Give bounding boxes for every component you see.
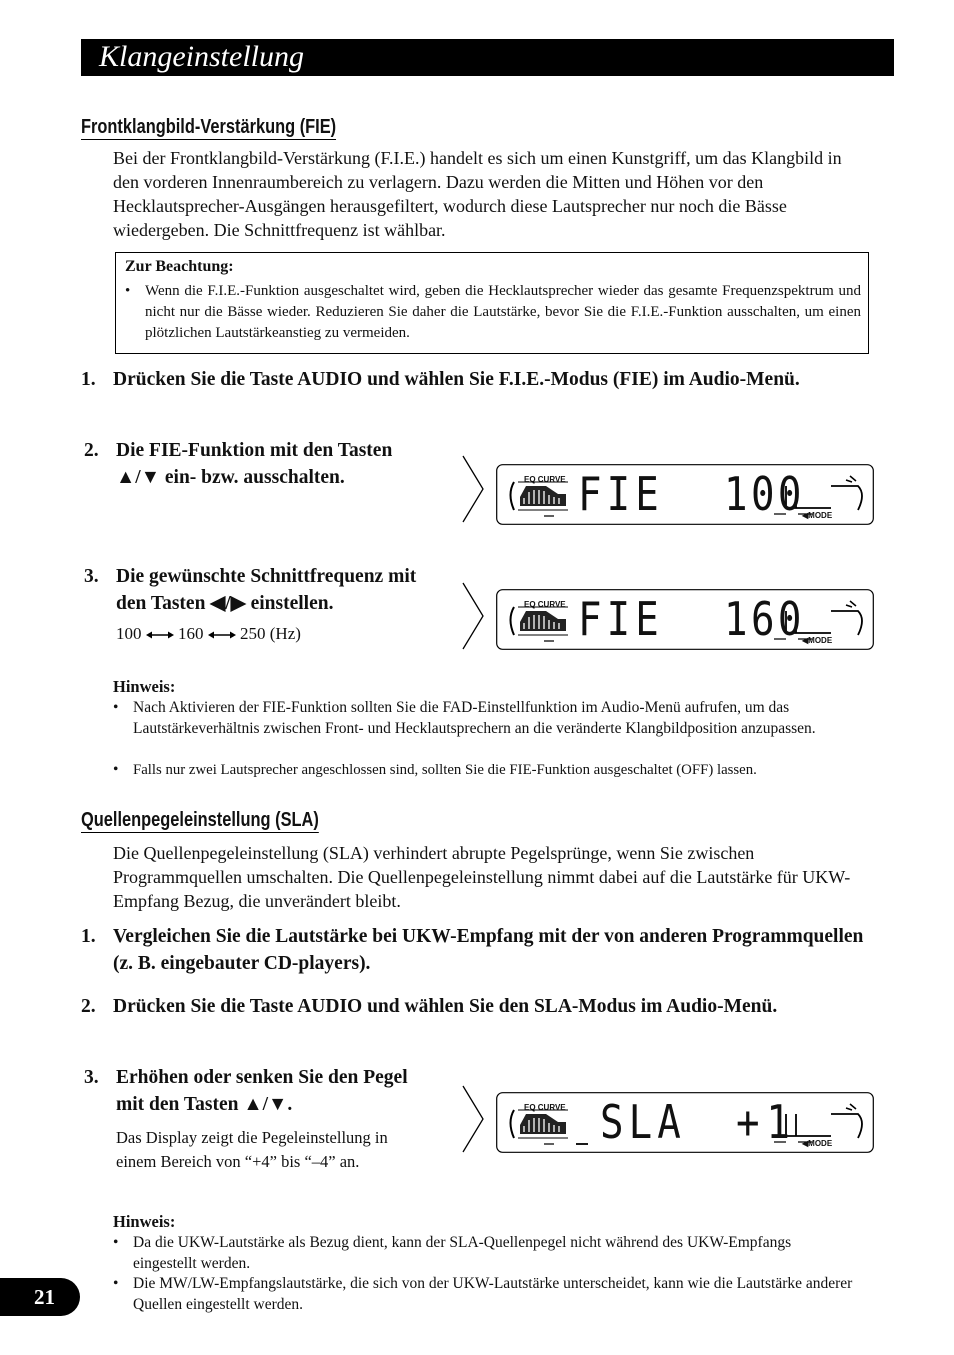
note-text: Falls nur zwei Lautsprecher angeschlossen sind, sollten Sie die FIE-Funktion ausgeschaltet (OFF) lassen. <box>133 762 757 778</box>
bullet: • <box>113 699 119 716</box>
page-number-tab <box>0 1278 80 1316</box>
page-title: Klangeinstellung <box>99 40 304 73</box>
sla-step-3 <box>84 1064 414 1118</box>
double-arrow-icon <box>208 630 236 640</box>
note-item <box>113 1274 858 1315</box>
note-title: Hinweis: <box>113 677 176 696</box>
step-text: Vergleichen Sie die Lautstärke bei UKW-Empfang mit der von anderen Programmquellen (z. B. eingebauter CD-players). <box>113 926 864 974</box>
freq-160: 160 <box>178 624 204 643</box>
eq-curve-label: EQ CURVE <box>524 600 566 609</box>
chevron-right-icon <box>461 581 485 651</box>
freq-100: 100 <box>116 624 142 643</box>
sla-intro: Die Quellenpegeleinstellung (SLA) verhindert abrupte Pegelsprünge, wenn Sie zwischen Programmquellen umschalten. Die Quellenpegeleinstellung nimmt dabei auf die Lautstärke für UKW-Empfang Bezug, die unverändert bleibt. <box>113 843 851 911</box>
step-text: Drücken Sie die Taste AUDIO und wählen Sie F.I.E.-Modus (FIE) im Audio-Menü. <box>113 369 800 390</box>
step-number: 3. <box>84 566 99 587</box>
mode-label: ◀MODE <box>802 636 833 645</box>
step-number: 1. <box>81 926 96 947</box>
sla-step-2 <box>81 993 871 1020</box>
note-item <box>113 760 873 781</box>
lcd-mode-text: FIE <box>578 592 664 646</box>
caution-body: Wenn die F.I.E.-Funktion ausgeschaltet wird, geben die Hecklautsprecher wieder das gesamte Frequenzspektrum und nicht nur die Bässe wieder. Reduzieren Sie daher die Lautstärke, bevor Sie die F.I.E.-Funktion ausschalten, um einen plötzlichen Lautstärkeanstieg zu vermeiden. <box>145 283 861 341</box>
fie-step-2 <box>84 437 414 491</box>
caution-title: Zur Beachtung: <box>125 258 234 275</box>
bullet: • <box>125 283 131 299</box>
sla-step-3-detail: Das Display zeigt die Pegeleinstellung in einem Bereich von “+4” bis “–4” an. <box>116 1128 388 1171</box>
step-number: 1. <box>81 369 96 390</box>
fie-intro: Bei der Frontklangbild-Verstärkung (F.I.E.) handelt es sich um einen Kunstgriff, um das Klangbild in den vorderen Innenraumbereich zu verlagern. Dazu werden die Mitten und Höhen vor den Hecklautsprecher-Ausgängen herausgefiltert, wodurch diese Lautsprecher nur noch die Bässe wiedergeben. Die Schnittfrequenz ist wählbar. <box>113 148 842 240</box>
step-number: 2. <box>84 440 99 461</box>
note-item <box>113 698 858 739</box>
note-item <box>113 1233 858 1274</box>
lcd-display-3 <box>496 1092 874 1153</box>
chevron-right-icon <box>461 454 485 524</box>
note-text: Da die UKW-Lautstärke als Bezug dient, kann der SLA-Quellenpegel nicht während des UKW-Empfangs eingestellt werden. <box>133 1234 792 1272</box>
note-text: Die MW/LW-Empfangslautstärke, die sich von der UKW-Lautstärke unterscheidet, kann wie die Lautstärke anderer Quellen eingestellt werden. <box>133 1275 853 1313</box>
note-title: Hinweis: <box>113 1212 176 1231</box>
eq-curve-label: EQ CURVE <box>524 1103 566 1112</box>
mode-label: ◀MODE <box>802 1139 833 1148</box>
bullet: • <box>113 1275 119 1292</box>
fie-step-1 <box>81 366 871 393</box>
page-number: 21 <box>34 1285 55 1309</box>
sla-step-1 <box>81 923 871 977</box>
step-text: Drücken Sie die Taste AUDIO und wählen Sie den SLA-Modus im Audio-Menü. <box>113 996 778 1017</box>
lcd-mode-text: FIE <box>578 467 664 521</box>
step-number: 2. <box>81 996 96 1017</box>
lcd-value-text: 160 <box>724 592 805 646</box>
bullet: • <box>113 761 119 778</box>
lcd-mode-text: SLA <box>600 1095 686 1149</box>
mode-label: ◀MODE <box>802 511 833 520</box>
bullet: • <box>113 1234 119 1251</box>
fie-step-3 <box>84 563 434 617</box>
section-heading-fie: Frontklangbild-Verstärkung (FIE) <box>81 116 337 138</box>
step-text: Die gewünschte Schnittfrequenz mit den Tasten ◀/▶ einstellen. <box>116 566 417 614</box>
lcd-value-text: 100 <box>724 467 805 521</box>
eq-curve-label: EQ CURVE <box>524 475 566 484</box>
chevron-right-icon <box>461 1084 485 1154</box>
lcd-display-1 <box>496 464 874 525</box>
step-text: Erhöhen oder senken Sie den Pegel mit den Tasten ▲/▼. <box>116 1067 408 1115</box>
freq-sequence <box>116 623 301 644</box>
section-heading-sla: Quellenpegeleinstellung (SLA) <box>81 809 319 831</box>
step-number: 3. <box>84 1067 99 1088</box>
note-text: Nach Aktivieren der FIE-Funktion sollten Sie die FAD-Einstellfunktion im Audio-Menü aufrufen, um das Lautstärkeverhältnis zwischen Front- und Hecklautsprechern an die veränderte Klangbildposition anzupassen. <box>133 699 816 737</box>
lcd-display-2 <box>496 589 874 650</box>
caution-box <box>115 252 869 354</box>
caution-text <box>125 281 861 344</box>
header-banner <box>81 39 894 76</box>
freq-250: 250 (Hz) <box>240 624 301 643</box>
step-text: Die FIE-Funktion mit den Tasten ▲/▼ ein- bzw. ausschalten. <box>116 440 393 488</box>
double-arrow-icon <box>146 630 174 640</box>
lcd-value-text: +1 <box>736 1095 797 1149</box>
